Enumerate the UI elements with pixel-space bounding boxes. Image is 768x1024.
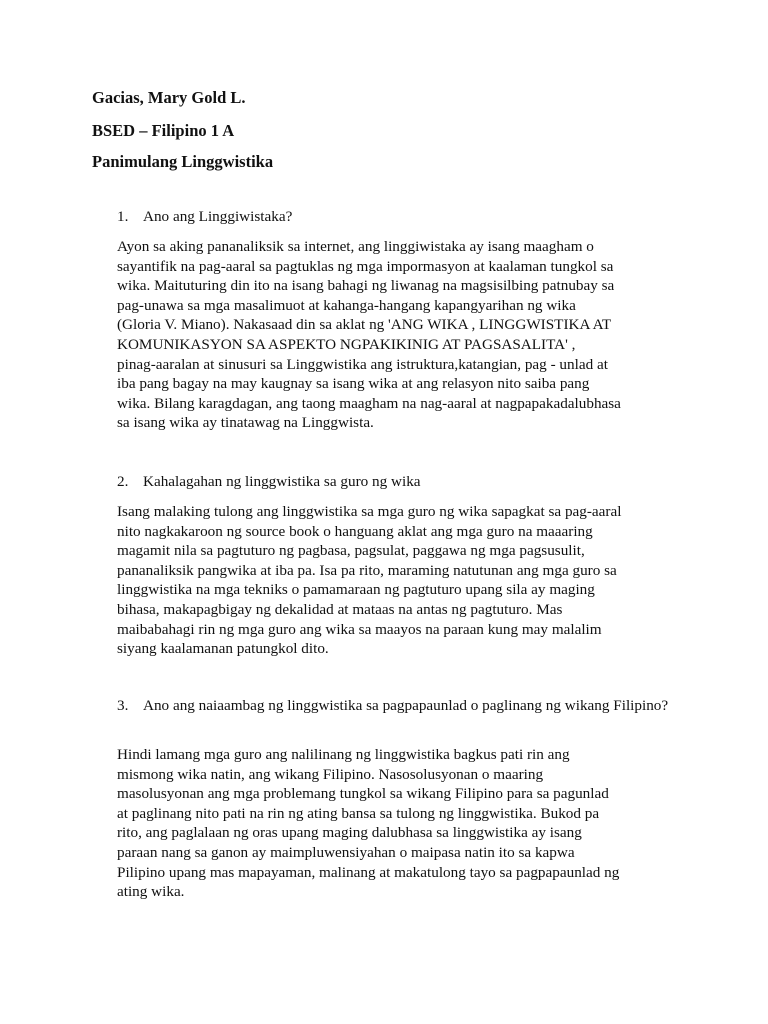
answer-line: at paglinang nito pati na rin ng ating bansa sa tulong ng linggwistika. Bukod pa: [117, 804, 600, 822]
answer-line: (Gloria V. Miano). Nakasaad din sa aklat ng 'ANG WIKA , LINGGWISTIKA AT: [117, 316, 612, 334]
author-name: Gacias, Mary Gold L.: [92, 88, 246, 107]
question-title: Ano ang naiaambag ng linggwistika sa pagpapaunlad o paglinang ng wikang Filipino?: [143, 697, 669, 714]
answer-line: linggwistika na mga tekniks o pamamaraan ng pagtuturo upang sila ay maging: [117, 581, 595, 599]
question-3: [117, 696, 677, 715]
answer-line: mismong wika natin, ang wikang Filipino. Nasosolusyonan o maaring: [117, 765, 544, 783]
answer-line: sa isang wika ay tinatawag na Linggwista.: [117, 414, 374, 432]
question-title: Kahalagahan ng linggwistika sa guro ng wika: [143, 473, 421, 490]
question-number: 1.: [117, 208, 129, 225]
document-title: Panimulang Linggwistika: [92, 152, 274, 171]
answer-line: ating wika.: [117, 883, 185, 901]
answer-1: [117, 237, 677, 433]
question-title: Ano ang Linggiwistaka?: [143, 208, 293, 225]
answer-line: pinag-aaralan at sinusuri sa Linggwistika ang istruktura,katangian, pag - unlad at: [117, 355, 608, 373]
answer-line: Isang malaking tulong ang linggwistika sa mga guro ng wika sapagkat sa pag-aaral: [117, 503, 622, 520]
answer-line: wika. Maituturing din ito na isang bahagi ng liwanag na magsisilbing patnubay sa: [117, 277, 615, 295]
answer-line: masolusyonan ang mga problemang tungkol sa wikang Filipino para sa pagunlad: [117, 785, 609, 803]
question-number: 3.: [117, 697, 129, 714]
answer-line: sayantifik na pag-aaral sa pagtuklas ng mga impormasyon at kaalaman tungkol sa: [117, 257, 614, 275]
answer-line: siyang kaalamanan patungkol dito.: [117, 640, 329, 658]
answer-line: rito, ang paglalaan ng oras upang maging dalubhasa sa linggwistika ay isang: [117, 824, 582, 842]
answer-line: wika. Bilang karagdagan, ang taong maagham na nag-aaral at nagpapakadalubhasa: [117, 394, 621, 412]
answer-line: iba pang bagay na may kaugnay sa isang wika at ang relasyon nito saiba pang: [117, 375, 590, 393]
answer-line: pananaliksik pangwika at iba pa. Isa pa rito, maraming natutunan ang mga guro sa: [117, 561, 617, 579]
answer-line: Hindi lamang mga guro ang nalilinang ng linggwistika bagkus pati rin ang: [117, 746, 570, 763]
question-1: [117, 207, 677, 226]
answer-line: paraan nang sa ganon ay maimpluwensiyahan o maipasa natin ito sa kapwa: [117, 843, 575, 861]
answer-3: [117, 745, 677, 902]
question-number: 2.: [117, 473, 129, 490]
answer-line: KOMUNIKASYON SA ASPEKTO NGPAKIKINIG AT PAGSASALITA' ,: [117, 335, 576, 353]
answer-line: magamit nila sa pagtuturo ng pagbasa, pagsulat, paggawa ng mga pagsusulit,: [117, 542, 585, 560]
answer-line: nito nagkakaroon ng source book o hanguang aklat ang mga guro na maaaring: [117, 522, 593, 540]
answer-line: Pilipino upang mas mapayaman, malinang at makatulong tayo sa pagpapaunlad ng: [117, 863, 620, 881]
answer-line: pag-unawa sa mga masalimuot at kahanga-hangang kapangyarihan ng wika: [117, 296, 576, 314]
answer-line: bihasa, makapagbigay ng dekalidad at mataas na antas ng pagtuturo. Mas: [117, 600, 563, 618]
answer-2: [117, 502, 677, 659]
question-2: [117, 472, 677, 491]
answer-line: Ayon sa aking pananaliksik sa internet, ang linggiwistaka ay isang maagham o: [117, 238, 594, 255]
course-section: BSED – Filipino 1 A: [92, 121, 235, 140]
answer-line: maibabahagi rin ng mga guro ang wika sa maayos na paraan kung may malalim: [117, 620, 602, 638]
